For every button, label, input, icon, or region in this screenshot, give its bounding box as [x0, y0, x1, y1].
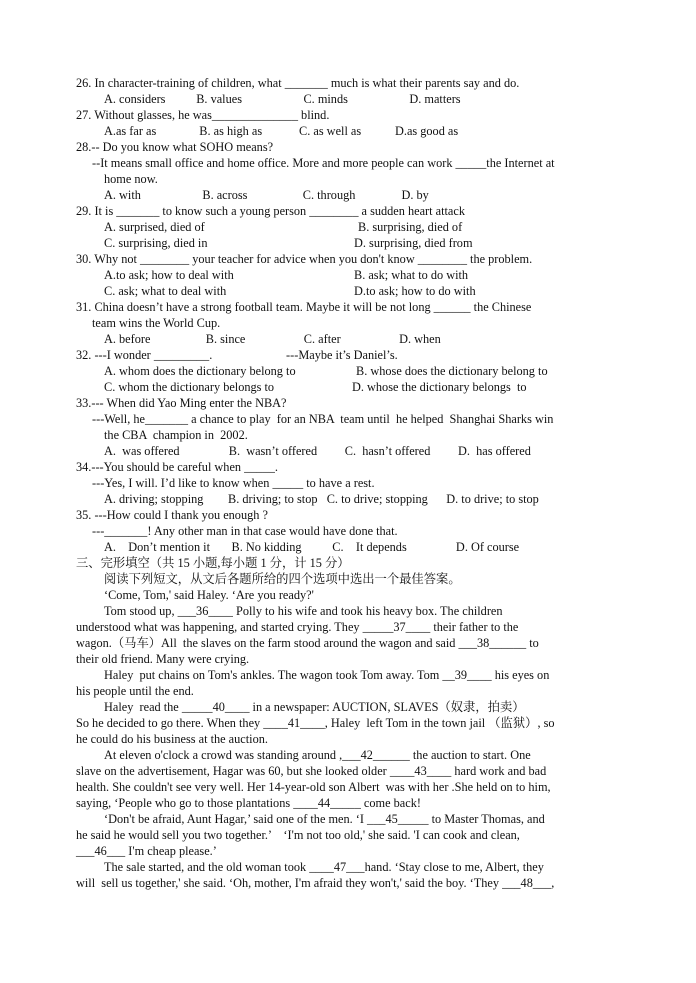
q27-stem: 27. Without glasses, he was______________ blind. — [76, 108, 330, 122]
passage-line: he could do his business at the auction. — [76, 732, 268, 746]
passage-line: The sale started, and the old woman took ____47___hand. ‘Stay close to me, Albert, they — [104, 860, 544, 874]
q35-line2: ---_______! Any other man in that case would have done that. — [92, 524, 398, 538]
q30-option-b: B. ask; what to do with — [354, 268, 469, 282]
q32-option-d: D. whose the dictionary belongs to — [352, 380, 527, 394]
passage-line: Tom stood up, ___36____ Polly to his wife and took his heavy box. The children — [104, 604, 503, 618]
section3-instruction: 阅读下列短文，从文后各题所给的四个选项中选出一个最佳答案。 — [104, 572, 461, 586]
section3-heading: 三、完形填空（共 15 小题,每小题 1 分，计 15 分） — [76, 556, 350, 570]
q28-line3: home now. — [104, 172, 158, 186]
passage-line: slave on the advertisement, Hagar was 60, but she looked older ____43____ hard work and bad — [76, 764, 547, 778]
q31-stem: 31. China doesn’t have a strong football team. Maybe it will be not long ______ the Chinese — [76, 300, 532, 314]
q29-option-a: A. surprised, died of — [104, 220, 205, 234]
q34-options: A. driving; stopping B. driving; to stop C. to drive; stopping D. to drive; to stop — [104, 492, 539, 506]
q29-option-d: D. surprising, died from — [354, 236, 473, 250]
q27-options: A.as far as B. as high as C. as well as D.as good as — [104, 124, 459, 138]
passage-line: So he decided to go there. When they ____41____, Haley left Tom in the town jail （监狱）, so — [76, 716, 555, 730]
passage-line: he said he would sell you two together.’ ‘I'm not too old,' she said. 'I can cook and clean, — [76, 828, 520, 842]
q29-option-c: C. surprising, died in — [104, 236, 208, 250]
q30-option-c: C. ask; what to deal with — [104, 284, 227, 298]
passage-line: will sell us together,' she said. ‘Oh, mother, I'm afraid they won't,' said the boy. ‘They ___48___, — [76, 876, 555, 890]
q28-options: A. with B. across C. through D. by — [104, 188, 429, 202]
q32-option-a: A. whom does the dictionary belong to — [104, 364, 296, 378]
q30-option-d: D.to ask; how to do with — [354, 284, 476, 298]
passage-line: Haley read the _____40____ in a newspaper: AUCTION, SLAVES（奴隶，拍卖） — [104, 700, 525, 714]
q32-stem: 32. ---I wonder _________. ---Maybe it’s Daniel’s. — [76, 348, 398, 362]
passage-line: saying, ‘People who go to those plantations ____44_____ come back! — [76, 796, 421, 810]
passage-line: ‘Don't be afraid, Aunt Hagar,’ said one of the men. ‘I ___45_____ to Master Thomas, and — [104, 812, 545, 826]
passage-line: wagon.（马车）All the slaves on the farm stood around the wagon and said ___38______ to — [76, 636, 539, 650]
q34-line2: ---Yes, I will. I’d like to know when _____ to have a rest. — [92, 476, 375, 490]
q31-line2: team wins the World Cup. — [92, 316, 221, 330]
q33-line3: the CBA champion in 2002. — [104, 428, 248, 442]
q32-option-b: B. whose does the dictionary belong to — [356, 364, 548, 378]
passage-line: their old friend. Many were crying. — [76, 652, 250, 666]
q30-option-a: A.to ask; how to deal with — [104, 268, 234, 282]
q30-stem: 30. Why not ________ your teacher for advice when you don't know ________ the problem. — [76, 252, 533, 266]
passage-line: his people until the end. — [76, 684, 194, 698]
q33-line2: ---Well, he_______ a chance to play for an NBA team until he helped Shanghai Sharks win — [92, 412, 554, 426]
q26-stem: 26. In character-training of children, what _______ much is what their parents say and do. — [76, 76, 520, 90]
q32-option-c: C. whom the dictionary belongs to — [104, 380, 275, 394]
q33-options: A. was offered B. wasn’t offered C. hasn’t offered D. has offered — [104, 444, 531, 458]
q35-options: A. Don’t mention it B. No kidding C. It depends D. Of course — [104, 540, 520, 554]
passage-line: ___46___ I'm cheap please.’ — [76, 844, 217, 858]
passage-line: ‘Come, Tom,' said Haley. ‘Are you ready?' — [104, 588, 314, 602]
q34-stem: 34.---You should be careful when _____. — [76, 460, 278, 474]
q29-option-b: B. surprising, died of — [358, 220, 463, 234]
q31-options: A. before B. since C. after D. when — [104, 332, 441, 346]
passage-line: understood what was happening, and started crying. They _____37____ their father to the — [76, 620, 519, 634]
passage-line: health. She couldn't see very well. Her 14-year-old son Albert was with her .She held on to him, — [76, 780, 551, 794]
q28-line2: --It means small office and home office. More and more people can work _____the Internet at — [92, 156, 555, 170]
q35-stem: 35. ---How could I thank you enough ? — [76, 508, 268, 522]
passage-line: Haley put chains on Tom's ankles. The wagon took Tom away. Tom __39____ his eyes on — [104, 668, 550, 682]
q28-stem: 28.-- Do you know what SOHO means? — [76, 140, 274, 154]
q26-options: A. considers B. values C. minds D. matters — [104, 92, 461, 106]
q33-stem: 33.--- When did Yao Ming enter the NBA? — [76, 396, 287, 410]
passage-line: At eleven o'clock a crowd was standing around ,___42______ the auction to start. One — [104, 748, 531, 762]
q29-stem: 29. It is _______ to know such a young person ________ a sudden heart attack — [76, 204, 465, 218]
